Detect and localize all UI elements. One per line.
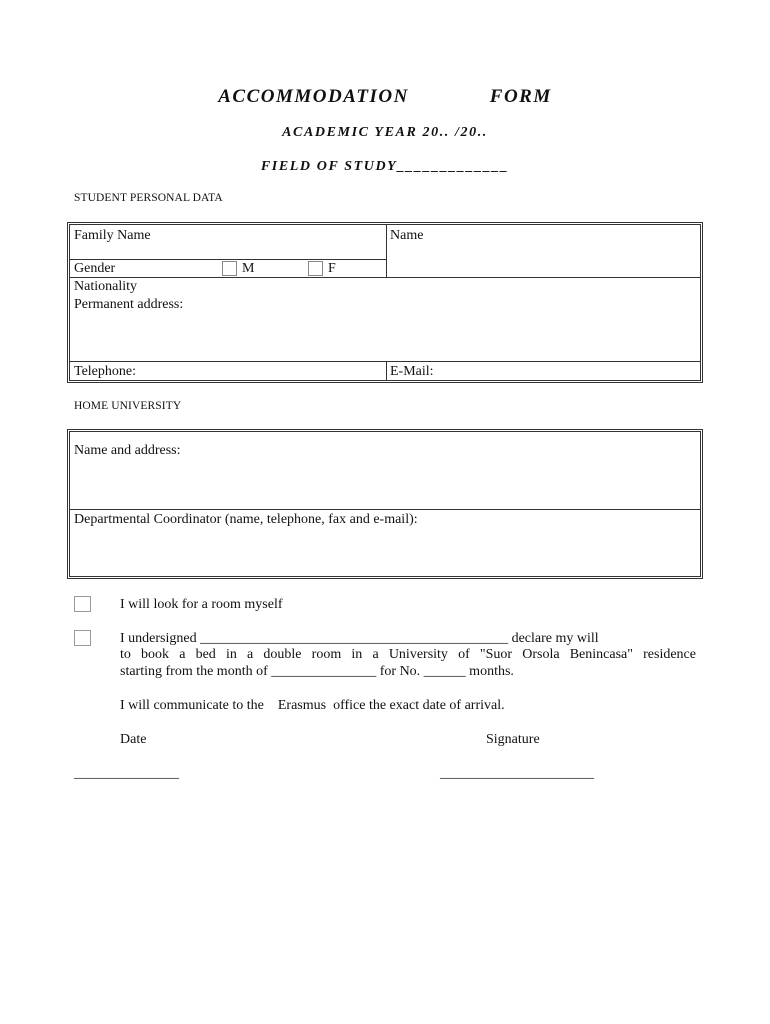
communicate-text: I will communicate to the Erasmus office the exact date of arrival. (120, 698, 505, 713)
table-divider (70, 361, 700, 362)
coordinator-label: Departmental Coordinator (name, telephone, fax and e-mail): (74, 512, 418, 527)
academic-year: ACADEMIC YEAR 20.. /20.. (282, 125, 488, 140)
field-of-study: FIELD OF STUDY_____________ (260, 159, 510, 174)
residence-checkbox[interactable] (74, 630, 91, 646)
signature-line[interactable]: ______________________ (440, 766, 594, 781)
table-divider (70, 259, 386, 260)
name-address-label: Name and address: (74, 443, 181, 458)
permanent-address-label: Permanent address: (74, 297, 184, 312)
table-divider (70, 509, 700, 510)
table-divider (386, 361, 387, 380)
undersigned-line: I undersigned ____________________________________________ declare my will (120, 631, 599, 646)
own-room-label: I will look for a room myself (120, 597, 283, 612)
gender-f-checkbox[interactable] (308, 261, 323, 276)
email-label: E-Mail: (390, 364, 434, 379)
form-title: ACCOMMODATION FORM (218, 86, 552, 107)
student-data-table (67, 222, 703, 383)
table-divider (386, 225, 387, 277)
family-name-label: Family Name (74, 228, 151, 243)
nationality-label: Nationality (74, 279, 137, 294)
date-label: Date (120, 732, 147, 747)
gender-f-label: F (328, 261, 336, 276)
starting-month-line: starting from the month of _______________ for No. ______ months. (120, 664, 514, 679)
home-university-table (67, 429, 703, 579)
home-university-heading: HOME UNIVERSITY (74, 400, 182, 412)
own-room-checkbox[interactable] (74, 596, 91, 612)
gender-m-label: M (242, 261, 255, 276)
book-bed-line: to book a bed in a double room in a University of "Suor Orsola Benincasa" residence (120, 647, 696, 662)
telephone-label: Telephone: (74, 364, 136, 379)
student-section-heading: STUDENT PERSONAL DATA (74, 192, 223, 204)
signature-label: Signature (486, 732, 540, 747)
date-line[interactable]: _______________ (74, 766, 179, 781)
name-label: Name (390, 228, 424, 243)
gender-m-checkbox[interactable] (222, 261, 237, 276)
gender-label: Gender (74, 261, 116, 276)
table-divider (70, 277, 700, 278)
